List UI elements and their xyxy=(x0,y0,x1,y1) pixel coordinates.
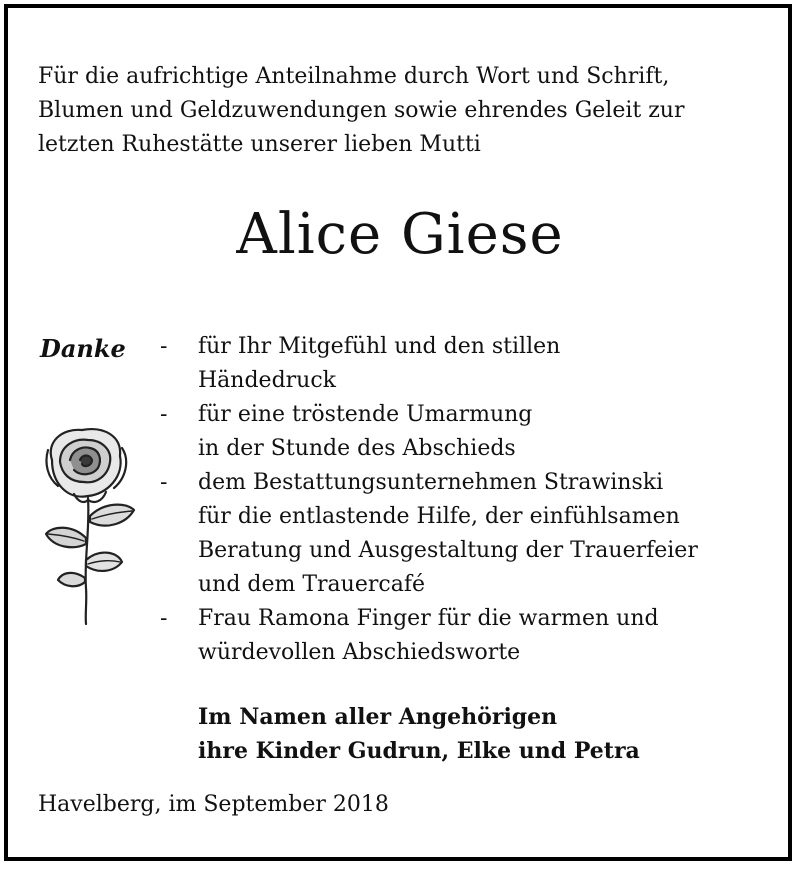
thanks-heading: Danke xyxy=(40,334,126,363)
dash-bullet: - xyxy=(160,402,168,427)
thanks-item xyxy=(150,602,750,670)
dash-bullet: - xyxy=(160,334,168,359)
dash-bullet: - xyxy=(160,470,168,495)
place-date: Havelberg, im September 2018 xyxy=(38,792,389,817)
thanks-list xyxy=(150,330,750,670)
signature-line-2: ihre Kinder Gudrun, Elke und Petra xyxy=(198,738,640,764)
thanks-item-text: für eine tröstende Umarmung in der Stunde des Abschieds xyxy=(198,402,533,461)
signature xyxy=(198,700,640,768)
signature-line-1: Im Namen aller Angehörigen xyxy=(198,704,558,730)
rose-icon xyxy=(38,420,148,625)
intro-line-2: Blumen und Geldzuwendungen sowie ehrendes Geleit zur xyxy=(38,98,685,123)
dash-bullet: - xyxy=(160,606,168,631)
intro-line-3: letzten Ruhestätte unserer lieben Mutti xyxy=(38,132,481,157)
intro-text xyxy=(38,60,758,162)
thanks-item xyxy=(150,466,750,602)
thanks-item xyxy=(150,398,750,466)
deceased-name: Alice Giese xyxy=(236,202,564,267)
intro-line-1: Für die aufrichtige Anteilnahme durch Wort und Schrift, xyxy=(38,64,670,89)
thanks-item-text: Frau Ramona Finger für die warmen und würdevollen Abschiedsworte xyxy=(198,606,659,665)
thanks-item-text: für Ihr Mitgefühl und den stillen Händedruck xyxy=(198,334,561,393)
thanks-item xyxy=(150,330,750,398)
thanks-item-text: dem Bestattungsunternehmen Strawinski für die entlastende Hilfe, der einfühlsamen Beratung und Ausgestaltung der Trauerfeier und dem Trauercafé xyxy=(198,470,698,597)
